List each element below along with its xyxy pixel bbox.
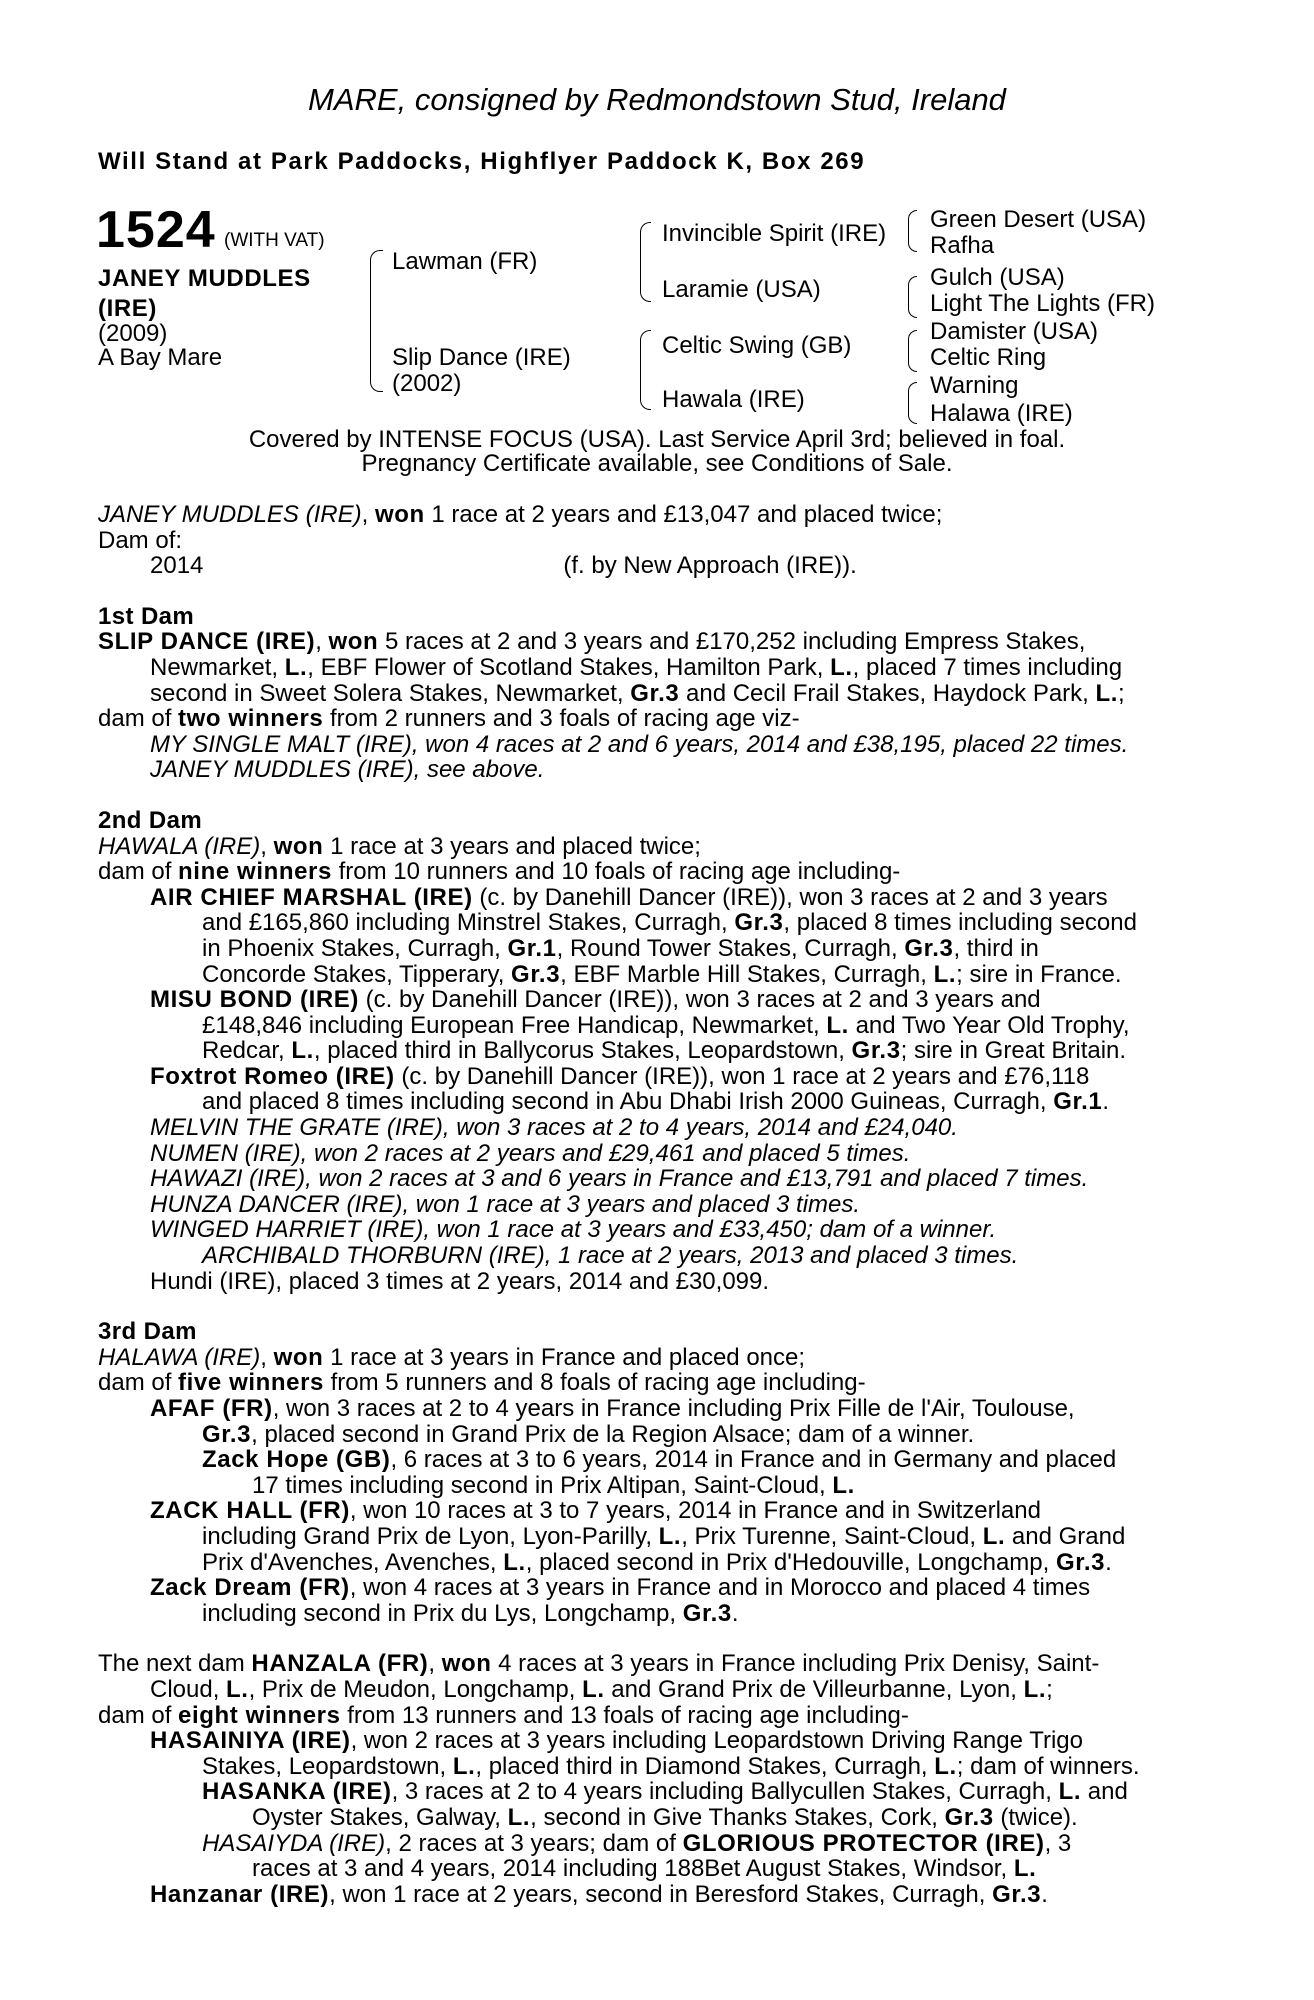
listed-mark: L. <box>826 1011 849 1039</box>
foxtrot-l1: (c. by Danehill Dancer (IRE)), won 1 race at 2 years and £76,118 <box>394 1062 1090 1090</box>
pedigree-ssd: Rafha <box>930 232 995 259</box>
zack-hall-l3c: . <box>1105 1548 1112 1576</box>
produce-desc: (f. by New Approach (IRE)). <box>563 552 857 580</box>
intro-won: won <box>374 501 425 528</box>
listed-mark: L. <box>933 960 957 988</box>
group-mark: Gr.3 <box>944 1803 994 1831</box>
third-dam-name: HALAWA (IRE) <box>98 1343 261 1371</box>
second-dam-section: 2nd Dam HAWALA (IRE), won 1 race at 3 years and placed twice; dam of nine winners from 10 runners and 10 foals of racing age including- AIR CHIEF MARSHAL (IRE) (c. by Danehill Dancer (IRE)), won 3 races at 2 and 3 years and £165,860 including Minstrel Stakes, Curragh, Gr.3, placed 8 times including second in Phoenix Stakes, Curragh, Gr.1, Round Tower Stakes, Curragh, Gr.3, third in Concorde Stakes, Tipperary, Gr.3, EBF Marble Hill Stakes, Curragh, L.; sire in France. MISU BOND (IRE) (c. by Danehill Dancer (IRE)), won 3 races at 2 and 3 years and £148,846 including European Free Handicap, Newmarket, L. and Two Year Old Trophy, Redcar, L., placed third in Ballycorus Stakes, Leopardstown, Gr.3; sire in Great Britain. Foxtrot Romeo (IRE) (c. by Danehill Dancer (IRE)), won 1 race at 2 years and £76,118 and placed 8 times including second in Abu Dhabi Irish 2000 Guineas, Curragh, Gr.1. MELVIN THE GRATE (IRE), won 3 races at 2 to 4 years, 2014 and £24,040. NUMEN (IRE), won 2 races at 2 years and £29,461 and placed 5 times. HAWAZI (IRE), won 2 races at 3 and 6 years in France and £13,791 and placed 7 times. HUNZA DANCER (IRE), won 1 race at 3 years and placed 3 times. WINGED HARRIET (IRE), won 1 race at 3 years and £33,450; dam of a winner. ARCHIBALD THORBURN (IRE), 1 race at 2 years, 2013 and placed 3 times. Hundi (IRE), placed 3 times at 2 years, 2014 and £30,099. <box>98 808 1208 1294</box>
hasanka-l1b: and <box>1081 1778 1128 1806</box>
zack-hope-l1: , 6 races at 3 to 6 years, 2014 in France and in Germany and placed <box>390 1446 1117 1474</box>
hasainiya-name: HASAINIYA (IRE) <box>150 1727 351 1755</box>
hunza-line: HUNZA DANCER (IRE), won 1 race at 3 years and placed 3 times. <box>150 1190 861 1218</box>
pedigree-dam-sire: Celtic Swing (GB) <box>662 332 852 359</box>
horse-description: A Bay Mare <box>98 344 223 371</box>
first-dam-l2a: Newmarket, <box>150 653 285 681</box>
second-dam-l2a: dam of <box>98 858 179 886</box>
listed-mark: L. <box>452 1752 476 1780</box>
hasainiya-l2c: ; dam of winners. <box>956 1752 1140 1780</box>
pedigree-brace-main <box>370 250 383 392</box>
first-dam-l3b: and Cecil Frail Stakes, Haydock Park, <box>679 679 1096 707</box>
listed-mark: L. <box>982 1522 1006 1550</box>
hasaiyda-l2a: races at 3 and 4 years, 2014 including 188Bet August Stakes, Windsor, <box>252 1855 1014 1883</box>
next-dam-name: HANZALA (FR) <box>251 1650 429 1678</box>
hasainiya-l2a: Stakes, Leopardstown, <box>202 1752 453 1780</box>
afaf-l1: , won 3 races at 2 to 4 years in France including Prix Fille de l'Air, Toulouse, <box>272 1395 1075 1422</box>
next-dam-won: won <box>441 1650 492 1678</box>
zack-hall-name: ZACK HALL (FR) <box>150 1497 350 1525</box>
acm-l3a: in Phoenix Stakes, Curragh, <box>202 934 508 962</box>
listed-mark: L. <box>830 653 853 681</box>
listed-mark: L. <box>934 1752 957 1780</box>
afaf-name: AFAF (FR) <box>150 1395 273 1422</box>
third-dam-section: 3rd Dam HALAWA (IRE), won 1 race at 3 years in France and placed once; dam of five winners from 5 runners and 8 foals of racing age including- AFAF (FR), won 3 races at 2 to 4 years in France including Prix Fille de l'Air, Toulouse, Gr.3, placed second in Grand Prix de la Region Alsace; dam of a winner. Zack Hope (GB), 6 races at 3 to 6 years, 2014 in France and in Germany and placed 17 times including second in Prix Altipan, Saint-Cloud, L. ZACK HALL (FR), won 10 races at 3 to 7 years, 2014 in France and in Switzerland including Grand Prix de Lyon, Lyon-Parilly, L., Prix Turenne, Saint-Cloud, L. and Grand Prix d'Avenches, Avenches, L., placed second in Prix d'Hedouville, Longchamp, Gr.3. Zack Dream (FR), won 4 races at 3 years in France and in Morocco and placed 4 times including second in Prix du Lys, Longchamp, Gr.3. <box>98 1319 1208 1626</box>
hasaiyda-name: HASAIYDA (IRE) <box>202 1829 386 1857</box>
pedigree-dss: Damister (USA) <box>930 318 1099 345</box>
produce-row <box>98 553 1208 579</box>
hawazi-line: HAWAZI (IRE), won 2 races at 3 and 6 years in France and £13,791 and placed 7 times. <box>150 1165 1089 1193</box>
pedigree-brace-dam <box>640 330 651 410</box>
group-mark: Gr.3 <box>851 1037 901 1065</box>
stabling-location: Will Stand at Park Paddocks, Highflyer Paddock K, Box 269 <box>98 148 866 175</box>
first-dam-l4c: from 2 runners and 3 foals of racing age viz- <box>323 705 800 733</box>
covering-line2: Pregnancy Certificate available, see Conditions of Sale. <box>361 450 953 477</box>
acm-l2b: , placed 8 times including second <box>783 909 1137 937</box>
pedigree-brace-sd <box>908 276 917 318</box>
horse-name-line2: (IRE) <box>98 295 157 322</box>
zack-dream-l2a: including second in Prix du Lys, Longchamp, <box>202 1599 683 1627</box>
group-mark: Gr.3 <box>682 1599 732 1627</box>
winged-line: WINGED HARRIET (IRE), won 1 race at 3 years and £33,450; dam of a winner. <box>150 1216 997 1244</box>
pedigree-sire-dam: Laramie (USA) <box>662 276 821 303</box>
third-dam-l2a: dam of <box>98 1369 179 1397</box>
first-dam-name: SLIP DANCE (IRE) <box>98 628 316 656</box>
zack-hall-l3b: , placed second in Prix d'Hedouville, Longchamp, <box>525 1548 1056 1576</box>
pedigree-sds: Gulch (USA) <box>930 264 1065 291</box>
first-dam-won: won <box>328 628 379 656</box>
hanzanar-name: Hanzanar (IRE) <box>150 1880 330 1908</box>
first-dam-section: 1st Dam SLIP DANCE (IRE), won 5 races at 2 and 3 years and £170,252 including Empress Stakes, Newmarket, L., EBF Flower of Scotland Stakes, Hamilton Park, L., placed 7 times including second in Sweet Solera Stakes, Newmarket, Gr.3 and Cecil Frail Stakes, Haydock Park, L.; dam of two winners from 2 runners and 3 foals of racing age viz- MY SINGLE MALT (IRE), won 4 races at 2 and 6 years, 2014 and £38,195, placed 22 times. JANEY MUDDLES (IRE), see above. <box>98 604 1208 783</box>
horse-name-line1: JANEY MUDDLES <box>98 265 311 292</box>
listed-mark: L. <box>1095 679 1119 707</box>
listed-mark: L. <box>1023 1675 1047 1703</box>
listed-mark: L. <box>832 1471 855 1499</box>
melvin-line: MELVIN THE GRATE (IRE), won 3 races at 2 to 4 years, 2014 and £24,040. <box>150 1114 958 1142</box>
next-dam-l2c: and Grand Prix de Villeurbanne, Lyon, <box>604 1675 1024 1703</box>
group-mark: Gr.3 <box>904 934 954 962</box>
listed-mark: L. <box>658 1522 682 1550</box>
foxtrot-name: Foxtrot Romeo (IRE) <box>150 1062 395 1090</box>
hasanka-l2a: Oyster Stakes, Galway, <box>252 1803 508 1831</box>
pedigree-sire-sire: Invincible Spirit (IRE) <box>662 220 887 247</box>
pedigree-sdd: Light The Lights (FR) <box>930 290 1155 317</box>
pedigree-sire: Lawman (FR) <box>392 248 538 275</box>
second-dam-winners: nine winners <box>178 858 332 886</box>
hanzanar-l1a: , won 1 race at 2 years, second in Beresford Stakes, Curragh, <box>329 1880 993 1908</box>
intro-dam-of: Dam of: <box>98 526 183 554</box>
zack-hall-l2b: , Prix Turenne, Saint-Cloud, <box>681 1522 983 1550</box>
zack-hall-l1: , won 10 races at 3 to 7 years, 2014 in France and in Switzerland <box>349 1497 1041 1525</box>
next-dam-l2b: , Prix de Meudon, Longchamp, <box>248 1675 583 1703</box>
zack-hall-l3a: Prix d'Avenches, Avenches, <box>202 1548 504 1576</box>
glorious-protector-name: GLORIOUS PROTECTOR (IRE) <box>682 1829 1045 1857</box>
zack-dream-l2b: . <box>731 1599 739 1627</box>
first-dam-l2b: , EBF Flower of Scotland Stakes, Hamilton Park, <box>307 653 831 681</box>
acm-l4b: , EBF Marble Hill Stakes, Curragh, <box>560 960 934 988</box>
misu-l1: (c. by Danehill Dancer (IRE)), won 3 races at 2 and 3 years and <box>359 986 1041 1014</box>
third-dam-winners: five winners <box>178 1369 324 1397</box>
hasaiyda-b: , 2 races at 3 years; dam of <box>385 1829 683 1857</box>
next-dam-winners: eight winners <box>178 1701 341 1729</box>
foxtrot-l2b: . <box>1102 1088 1109 1116</box>
listed-mark: L. <box>507 1803 531 1831</box>
acm-l3c: , third in <box>953 934 1039 962</box>
third-dam-l1: 1 race at 3 years in France and placed once; <box>323 1343 806 1371</box>
next-dam-l3c: from 13 runners and 13 foals of racing age including- <box>340 1701 909 1729</box>
numen-line: NUMEN (IRE), won 2 races at 2 years and £29,461 and placed 5 times. <box>150 1139 911 1167</box>
next-dam-l1a: The next dam <box>98 1650 252 1678</box>
group-mark: Gr.1 <box>1053 1088 1103 1116</box>
lot-number: 1524 <box>96 201 216 259</box>
pedigree-brace-sire <box>640 222 651 302</box>
next-dam-l3a: dam of <box>98 1701 179 1729</box>
zack-hope-l2a: 17 times including second in Prix Altipan, Saint-Cloud, <box>252 1471 833 1499</box>
first-dam-heading: 1st Dam <box>98 602 195 630</box>
horse-name <box>98 264 358 324</box>
next-dam-l1: 4 races at 3 years in France including Prix Denisy, Saint- <box>491 1650 1100 1678</box>
hasanka-l1: , 3 races at 2 to 4 years including Ballycullen Stakes, Curragh, <box>391 1778 1059 1806</box>
first-dam-l3c: ; <box>1118 679 1125 707</box>
pedigree-dsd: Celtic Ring <box>930 344 1047 371</box>
first-dam-produce-1: MY SINGLE MALT (IRE), won 4 races at 2 and 6 years, 2014 and £38,195, placed 22 times. <box>150 730 1129 758</box>
listed-mark: L. <box>291 1037 314 1065</box>
pedigree-brace-ss <box>908 210 917 252</box>
misu-l3c: ; sire in Great Britain. <box>900 1037 1127 1065</box>
intro-section: JANEY MUDDLES (IRE), won 1 race at 2 years and £13,047 and placed twice; Dam of: 2014 (f. by New Approach (IRE)). <box>98 502 1208 579</box>
misu-l3b: , placed third in Ballycorus Stakes, Leopardstown, <box>313 1037 852 1065</box>
pedigree-dds: Warning <box>930 372 1019 399</box>
first-dam-winners: two winners <box>178 705 324 733</box>
listed-mark: L. <box>582 1675 605 1703</box>
next-dam-section <box>98 1651 1208 1907</box>
afaf-l2b: , placed second in Grand Prix de la Region Alsace; dam of a winner. <box>251 1420 975 1448</box>
listed-mark: L. <box>284 653 308 681</box>
second-dam-l1: 1 race at 3 years and placed twice; <box>323 832 701 860</box>
second-dam-won: won <box>273 832 324 860</box>
hasanka-name: HASANKA (IRE) <box>202 1778 392 1806</box>
next-dam-sep: , <box>428 1650 442 1678</box>
foxtrot-l2a: and placed 8 times including second in Abu Dhabi Irish 2000 Guineas, Curragh, <box>202 1088 1054 1116</box>
zack-hall-l2c: and Grand <box>1005 1522 1126 1550</box>
second-dam-l2c: from 10 runners and 10 foals of racing age including- <box>331 858 901 886</box>
pedigree-dam-dam: Hawala (IRE) <box>662 386 805 413</box>
first-dam-l4a: dam of <box>98 705 179 733</box>
produce-year: 2014 <box>150 552 204 580</box>
group-mark: Gr.3 <box>202 1420 252 1448</box>
group-mark: Gr.3 <box>511 960 561 988</box>
second-dam-name: HAWALA (IRE) <box>98 832 261 860</box>
acm-name: AIR CHIEF MARSHAL (IRE) <box>150 883 473 911</box>
pedigree-ddd: Halawa (IRE) <box>930 400 1073 427</box>
group-mark: Gr.3 <box>1055 1548 1106 1576</box>
covering-line1: Covered by INTENSE FOCUS (USA). Last Service April 3rd; believed in foal. <box>248 426 1066 453</box>
third-dam-won: won <box>273 1343 324 1371</box>
intro-name: JANEY MUDDLES (IRE) <box>98 501 362 528</box>
listed-mark: L. <box>503 1548 526 1576</box>
acm-l4a: Concorde Stakes, Tipperary, <box>202 960 512 988</box>
hasanka-l2c: (twice). <box>993 1803 1078 1831</box>
foaling-year: (2009) <box>98 320 168 347</box>
group-mark: Gr.3 <box>630 679 680 707</box>
misu-l2b: and Two Year Old Trophy, <box>848 1011 1130 1039</box>
consignor-heading: MARE, consigned by Redmondstown Stud, Ireland <box>308 82 1006 117</box>
acm-l2a: and £165,860 including Minstrel Stakes, Curragh, <box>202 909 735 937</box>
group-mark: Gr.3 <box>992 1880 1042 1908</box>
listed-mark: L. <box>1013 1855 1037 1883</box>
hundi-line: Hundi (IRE), placed 3 times at 2 years, 2014 and £30,099. <box>150 1267 770 1295</box>
acm-l3b: , Round Tower Stakes, Curragh, <box>556 934 905 962</box>
listed-mark: L. <box>1058 1778 1082 1806</box>
first-dam-produce-2: JANEY MUDDLES (IRE), see above. <box>150 756 545 784</box>
hasaiyda-c: , 3 <box>1044 1829 1072 1857</box>
acm-l4c: ; sire in France. <box>956 960 1122 988</box>
vat-note: (WITH VAT) <box>224 230 325 251</box>
hanzanar-l1b: . <box>1041 1880 1048 1908</box>
catalogue-body <box>98 502 1208 1907</box>
group-mark: Gr.3 <box>734 909 784 937</box>
hasanka-l2b: , second in Give Thanks Stakes, Cork, <box>530 1803 945 1831</box>
pedigree-dam: Slip Dance (IRE) <box>392 344 571 371</box>
misu-l2a: £148,846 including European Free Handicap, Newmarket, <box>202 1011 827 1039</box>
zack-hall-l2a: including Grand Prix de Lyon, Lyon-Parilly, <box>202 1522 659 1550</box>
first-dam-l2c: , placed 7 times including <box>852 653 1123 681</box>
misu-l3a: Redcar, <box>202 1037 292 1065</box>
next-dam-l2d: ; <box>1046 1675 1053 1703</box>
hasainiya-l1: , won 2 races at 3 years including Leopardstown Driving Range Trigo <box>350 1727 1083 1755</box>
zack-hope-name: Zack Hope (GB) <box>202 1446 391 1474</box>
intro-rest: 1 race at 2 years and £13,047 and placed twice; <box>424 501 943 528</box>
pedigree-dam-year: (2002) <box>392 370 462 397</box>
first-dam-l3a: second in Sweet Solera Stakes, Newmarket, <box>150 679 631 707</box>
pedigree-sss: Green Desert (USA) <box>930 206 1147 233</box>
archibald-line: ARCHIBALD THORBURN (IRE), 1 race at 2 years, 2013 and placed 3 times. <box>202 1242 1019 1270</box>
listed-mark: L. <box>226 1675 249 1703</box>
zack-dream-l1: , won 4 races at 3 years in France and in Morocco and placed 4 times <box>349 1574 1091 1602</box>
misu-name: MISU BOND (IRE) <box>150 986 359 1014</box>
zack-dream-name: Zack Dream (FR) <box>150 1574 350 1602</box>
acm-l1: (c. by Danehill Dancer (IRE)), won 3 races at 2 and 3 years <box>472 883 1108 911</box>
third-dam-heading: 3rd Dam <box>98 1318 197 1346</box>
group-mark: Gr.1 <box>507 934 557 962</box>
hasainiya-l2b: , placed third in Diamond Stakes, Curragh, <box>475 1752 935 1780</box>
second-dam-heading: 2nd Dam <box>98 806 203 834</box>
first-dam-l1: 5 races at 2 and 3 years and £170,252 including Empress Stakes, <box>378 628 1086 656</box>
third-dam-l2c: from 5 runners and 8 foals of racing age including- <box>323 1369 866 1397</box>
next-dam-l2a: Cloud, <box>150 1675 227 1703</box>
pedigree-brace-dd <box>908 382 917 424</box>
pedigree-brace-ds <box>908 330 917 372</box>
